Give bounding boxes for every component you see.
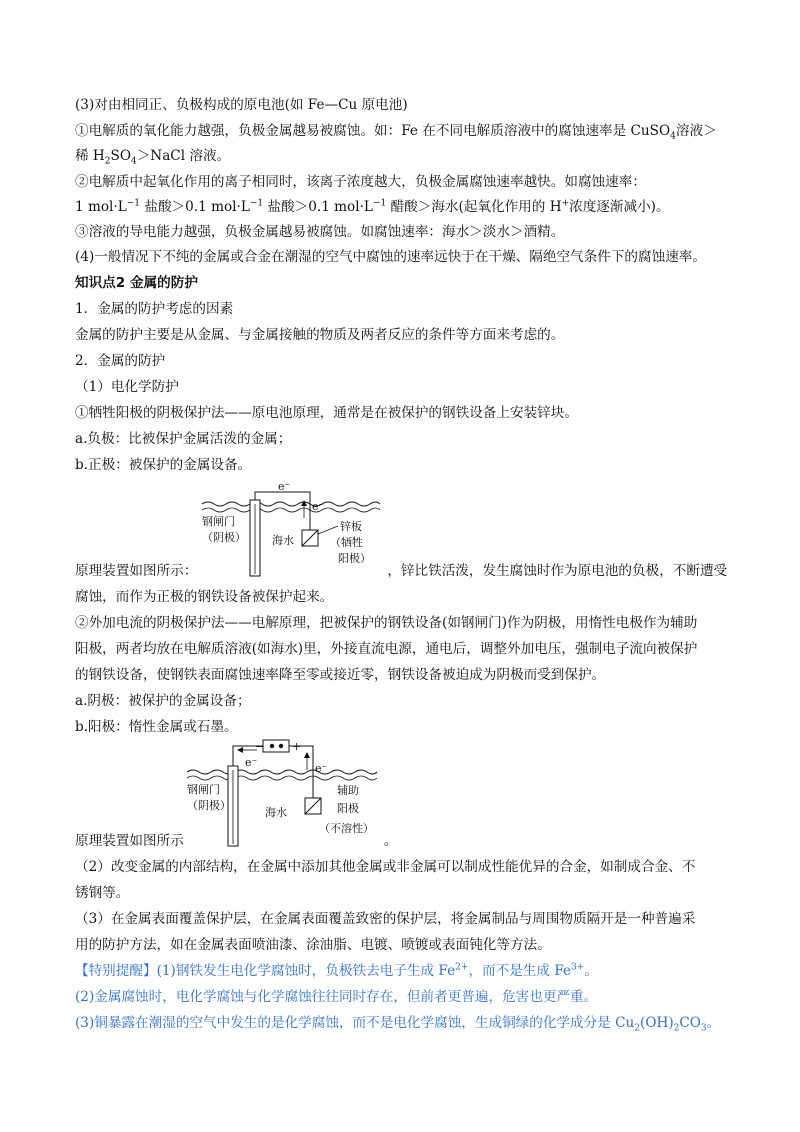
figure-1-continuation: 腐蚀，而作为正极的钢铁设备被保护起来。 bbox=[75, 589, 334, 605]
zinc-label: 锌板 bbox=[340, 520, 362, 533]
item-anode: b.阳极：惰性金属或石墨。 bbox=[75, 719, 238, 735]
paragraph-rate-order: 稀 $H_2SO_4>NaCl$ 溶液。 bbox=[75, 148, 231, 167]
electron-label-right: e⁻ bbox=[315, 762, 328, 775]
paragraph-impressed-current-1: ②外加电流的阴极保护法——电解原理，把被保护的钢铁设备(如钢闸门)作为阴极，用惰性电极作为辅助 bbox=[75, 615, 698, 631]
paragraph-sacrificial-anode: ①牺牲阳极的阴极保护法——原电池原理，通常是在被保护的钢铁设备上安装锌块。 bbox=[75, 405, 578, 421]
subheading-factors: 1．金属的防护考虑的因素 bbox=[75, 301, 234, 317]
subheading-electrochemical: （1）电化学防护 bbox=[75, 379, 179, 395]
plus-label: + bbox=[292, 740, 302, 753]
knowledge-point-heading: 知识点2 金属的防护 bbox=[75, 275, 198, 291]
paragraph-conductivity: ③溶液的导电能力越强，负极金属越易被腐蚀。如腐蚀速率：海水＞淡水＞酒精。 bbox=[75, 224, 565, 240]
tip-1: 【特别提醒】(1)钢铁发生电化学腐蚀时，负极铁去电子生成 $Fe^{2+}$，而不是生成 $Fe^{3+}$。 bbox=[75, 962, 598, 979]
electron-label-right: e⁻ bbox=[312, 500, 325, 513]
electron-label-top: e⁻ bbox=[278, 480, 291, 493]
seawater-label: 海水 bbox=[265, 806, 287, 819]
aux-anode-label-1: 辅助 bbox=[337, 784, 359, 797]
paragraph-coating-1: （3）在金属表面覆盖保护层，在金属表面覆盖致密的保护层，将金属制品与周围物质隔开是一种普遍采 bbox=[75, 911, 696, 927]
tip-label: 【特别提醒】 bbox=[75, 963, 157, 979]
gate-label: 钢闸门 bbox=[202, 515, 235, 528]
gate-role-label: （阴极） bbox=[187, 799, 231, 812]
paragraph-coating-2: 用的防护方法，如在金属表面喷油漆、涂油脂、电镀、喷镀或表面钝化等方法。 bbox=[75, 937, 551, 953]
tip-2: (2)金属腐蚀时，电化学腐蚀与化学腐蚀往往同时存在，但前者更普遍，危害也更严重。 bbox=[75, 989, 598, 1005]
paragraph-alloy-1: （2）改变金属的内部结构，在金属中添加其他金属或非金属可以制成性能优异的合金，如制成合金、不 bbox=[75, 859, 696, 875]
seawater-label: 海水 bbox=[272, 534, 294, 547]
paragraph-oxidizing-power: ①电解质的氧化能力越强，负极金属越易被腐蚀。如：Fe 在不同电解质溶液中的腐蚀速率是 CuSO$_4$溶液＞ bbox=[75, 123, 717, 142]
subheading-protection: 2．金属的防护 bbox=[75, 353, 166, 369]
minus-label: − bbox=[255, 740, 265, 753]
tip-3: (3)铜暴露在潮湿的空气中发生的是化学腐蚀，而不是电化学腐蚀，生成铜绿的化学成分是 $Cu_2(OH)_2CO_3$。 bbox=[75, 1015, 721, 1034]
section-3-title: (3)对由相同正、负极构成的原电池(如 Fe—Cu 原电池) bbox=[75, 97, 408, 113]
item-positive-pole: b.正极：被保护的金属设备。 bbox=[75, 457, 252, 473]
section-4-text: (4)一般情况下不纯的金属或合金在潮湿的空气中腐蚀的速率远快于在干燥、隔绝空气条件下的腐蚀速率。 bbox=[75, 249, 706, 265]
gate-label: 钢闸门 bbox=[187, 783, 220, 796]
aux-anode-label-3: （不溶性） bbox=[319, 822, 374, 835]
aux-anode-label-2: 阳极 bbox=[337, 802, 359, 815]
item-cathode: a.阴极：被保护的金属设备； bbox=[75, 693, 251, 709]
paragraph-alloy-2: 锈钢等。 bbox=[75, 885, 130, 901]
figure-1-caption: 原理装置如图所示： ，锌比铁活泼，发生腐蚀时作为原电池的负极，不断遭受 bbox=[75, 563, 728, 579]
zinc-role-label-1: （牺牲 bbox=[330, 536, 363, 549]
figure-2-caption: 原理装置如图所示 。 bbox=[75, 833, 398, 849]
paragraph-impressed-current-3: 的钢铁设备，使钢铁表面腐蚀速率降至零或接近零，钢铁设备被迫成为阴极而受到保护。 bbox=[75, 667, 606, 683]
paragraph-impressed-current-2: 阳极，两者均放在电解质溶液(如海水)里，外接直流电源，通电后，调整外加电压，强制电子流向被保护 bbox=[75, 641, 698, 657]
paragraph-acid-comparison: 1 $mol\cdot L^{-1}$ 盐酸＞0.1 $mol\cdot L^{-1}$ 盐酸＞0.1 $mol\cdot L^{-1}$ 醋酸＞海水(起氧化作用的 H+浓度逐渐减小)。 bbox=[75, 198, 670, 215]
paragraph-ion-concentration: ②电解质中起氧化作用的离子相同时，该离子浓度越大，负极金属腐蚀速率越快。如腐蚀速率： bbox=[75, 174, 646, 190]
item-negative-pole: a.负极：比被保护金属活泼的金属； bbox=[75, 431, 292, 447]
electron-label-left: e⁻ bbox=[245, 756, 258, 769]
zinc-role-label-2: 阳极） bbox=[338, 552, 371, 565]
paragraph-factors: 金属的防护主要是从金属、与金属接触的物质及两者反应的条件等方面来考虑的。 bbox=[75, 327, 565, 343]
gate-role-label: （阴极） bbox=[202, 531, 246, 544]
